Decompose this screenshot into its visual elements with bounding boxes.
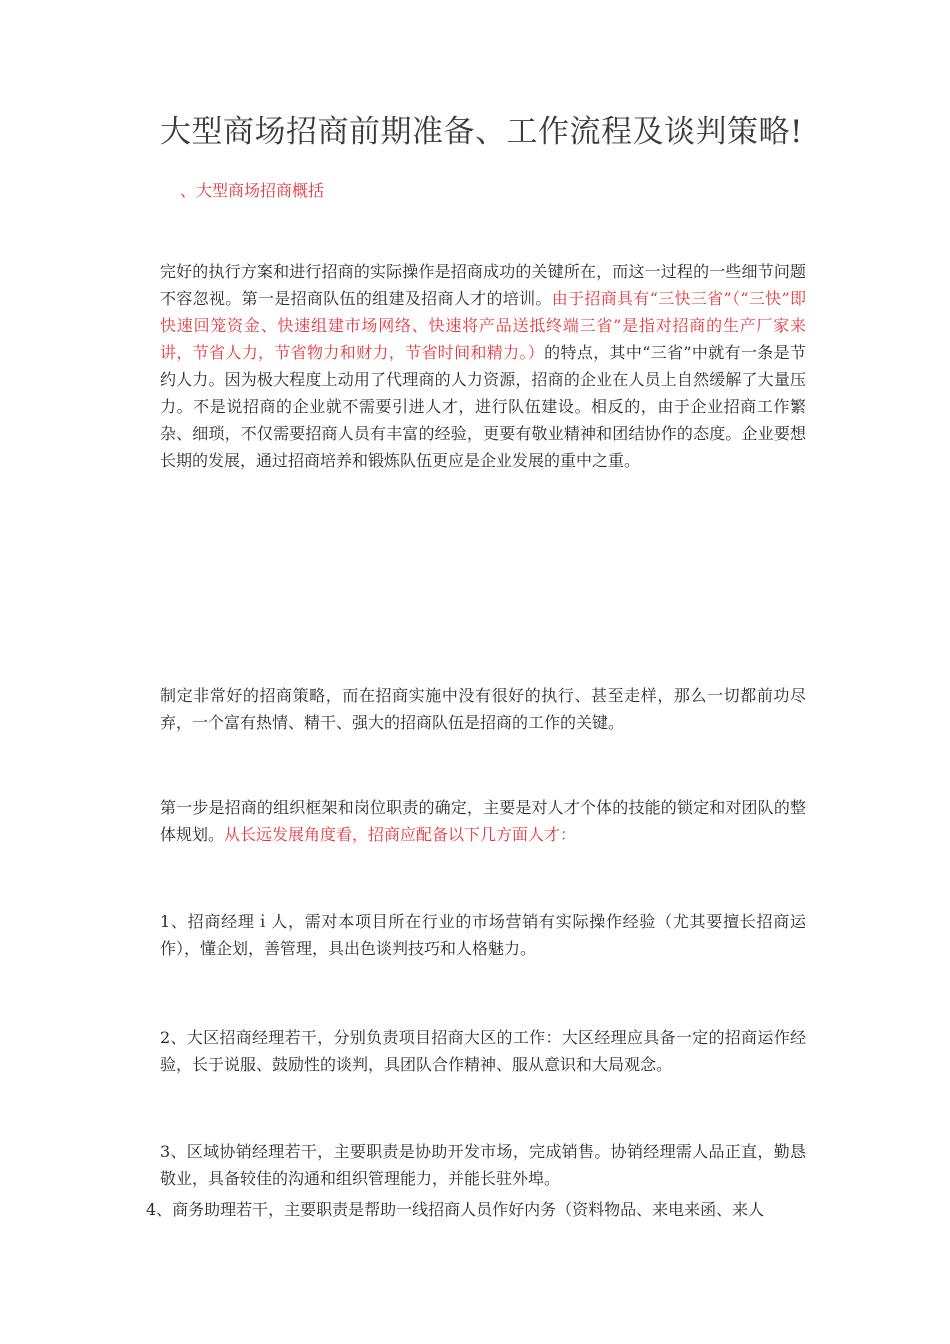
list-item-4: 4、商务助理若干，主要职责是帮助一线招商人员作好内务（资料物品、来电来函、来人 (146, 1200, 765, 1219)
paragraph-framework-highlight: 从长远发展角度看，招商应配备以下几方面人才： (224, 825, 577, 844)
paragraph-framework (160, 794, 806, 848)
paragraph-intro-highlight: 由于招商具有“三快三省”（“三快”即快速回笼资金、快速组建市场网络、快速将产品送抵终端三省”是指对招商的生产厂家来讲，节省人力，节省物力和财力，节省时间和精力。） (160, 289, 806, 362)
document-title: 大型商场招商前期准备、工作流程及谈判策略! (160, 114, 803, 150)
paragraph-intro-text-1: 完好的执行方案和进行招商的实际操作是招商成功的关键所在，而这一过程的一些细节问题不容忽视。第一是招商队伍的组建及招商人才的培训。 (160, 262, 806, 308)
list-item-2: 2、大区招商经理若干，分别负责项目招商大区的工作：大区经理应具备一定的招商运作经验，长于说服、鼓励性的谈判，具团队合作精神、服从意识和大局观念。 (160, 1028, 806, 1074)
paragraph-strategy: 制定非常好的招商策略，而在招商实施中没有很好的执行、甚至走样，那么一切都前功尽弃，一个富有热情、精干、强大的招商队伍是招商的工作的关键。 (160, 686, 806, 732)
list-item-1: 1、招商经理ｉ人，需对本项目所在行业的市场营销有实际操作经验（尤其要擅长招商运作），懂企划，善管理，具出色谈判技巧和人格魅力。 (160, 912, 806, 958)
paragraph-framework-text: 第一步是招商的组织框架和岗位职责的确定，主要是对人才个体的技能的锁定和对团队的整体规划。 (160, 798, 806, 844)
paragraph-intro-text-2: 的特点，其中“三省”中就有一条是节约人力。因为极大程度上动用了代理商的人力资源，招商的企业在人员上自然缓解了大量压力。不是说招商的企业就不需要引进人才，进行队伍建设。相反的，由于企业招商工作繁杂、细琐，不仅需要招商人员有丰富的经验，更要有敬业精神和团结协作的态度。企业要想长期的发展，通过招商培养和锻炼队伍更应是企业发展的重中之重。 (160, 343, 806, 470)
section-heading: 、大型商场招商概括 (180, 181, 325, 200)
list-item-3: 3、区域协销经理若干，主要职责是协助开发市场，完成销售。协销经理需人品正直，勤恳敬业，具备较佳的沟通和组织管理能力，并能长驻外埠。 (160, 1142, 806, 1188)
paragraph-intro (160, 258, 806, 474)
